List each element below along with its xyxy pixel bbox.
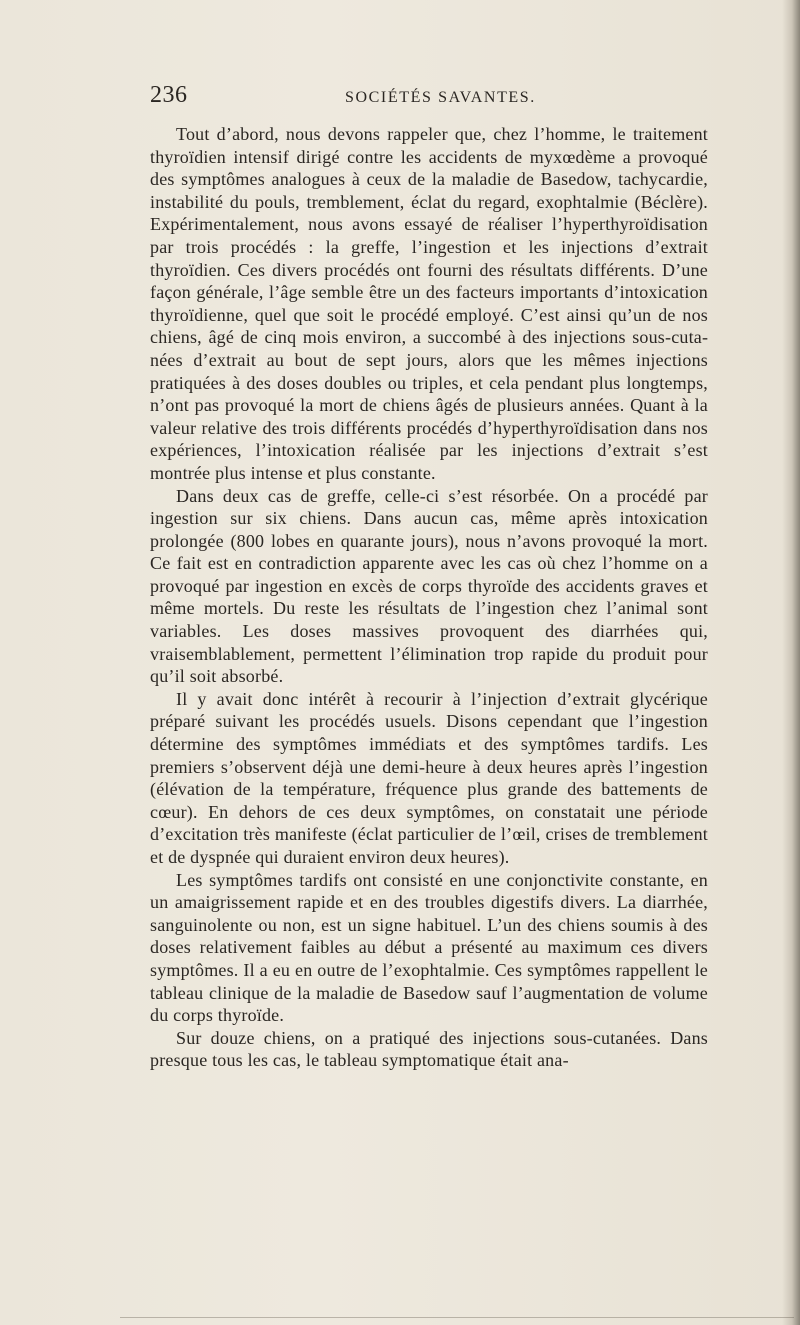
body-text — [150, 123, 708, 1072]
paragraph: Les symptômes tardifs ont consisté en une conjonctivite constante, en un amaigrissement rapide et en des troubles digestifs divers. La diarrhée, sanguinolente ou non, est un signe habituel. L’un des chiens soumis à des doses relativement faibles au début a présenté au maximum ces divers symptômes. Il a eu en outre de l’exophtalmie. Ces symptômes rappellent le tableau clinique de la maladie de Basedow sauf l’augmentation de volume du corps thyroïde. — [150, 869, 708, 1026]
paragraph: Il y avait donc intérêt à recourir à l’injection d’extrait glycérique préparé suivant les procédés usuels. Disons cependant que l’ingestion détermine des symptômes immédiats et des symptômes tardifs. Les premiers s’observent déjà une demi-heure à deux heures après l’ingestion (élévation de la température, fréquence plus grande des battements de cœur). En dehors de ces deux symptômes, on constatait une période d’excitation très manifeste (éclat particulier de l’œil, crises de tremblement et de dyspnée qui duraient environ deux heures). — [150, 688, 708, 867]
paragraph: Tout d’abord, nous devons rappeler que, chez l’homme, le traitement thyroïdien intensif dirigé contre les accidents de myxœdème a provoqué des symptômes analogues à ceux de la maladie de Basedow, tachycardie, instabilité du pouls, tremblement, éclat du regard, exophtalmie (Béclère). Expérimentalement, nous avons essayé de réaliser l’hyperthyroïdisation par trois procédés : la greffe, l’ingestion et les injections d’extrait thyroïdien. Ces divers procédés ont fourni des résultats différents. D’une façon générale, l’âge semble être un des facteurs importants d’intoxication thyroïdienne, quel que soit le procédé employé. C’est ainsi qu’un de nos chiens, âgé de cinq mois environ, a succombé à des injections sous-cutanées d’extrait au bout de sept jours, alors que les mêmes injections pratiquées à des doses doubles ou triples, et cela pendant plus longtemps, n’ont pas provoqué la mort de chiens âgés de plusieurs années. Quant à la valeur relative des trois différents procédés d’hyperthyroïdisation dans nos expériences, l’intoxication réalisée par les injections d’extrait s’est montrée plus intense et plus constante. — [150, 124, 708, 483]
bottom-rule — [120, 1317, 794, 1318]
running-head: SOCIÉTÉS SAVANTES. — [345, 89, 536, 106]
page-header — [150, 82, 710, 112]
paragraph: Dans deux cas de greffe, celle-ci s’est résorbée. On a procédé par ingestion sur six chiens. Dans aucun cas, même après intoxication prolongée (800 lobes en quarante jours), nous n’avons provoqué la mort. Ce fait est en contradiction apparente avec les cas où chez l’homme on a provoqué par ingestion en excès de corps thyroïde des accidents graves et même mortels. Du reste les résultats de l’ingestion chez l’animal sont variables. Les doses massives provoquent des diarrhées qui, vraisemblablement, permettent l’élimination trop rapide du produit pour qu’il soit absorbé. — [150, 485, 708, 687]
page-edge-shadow — [782, 0, 800, 1325]
paragraph: Sur douze chiens, on a pratiqué des injections sous-cutanées. Dans presque tous les cas, le tableau symptomatique était ana- — [150, 1027, 708, 1071]
page-number: 236 — [150, 82, 188, 108]
